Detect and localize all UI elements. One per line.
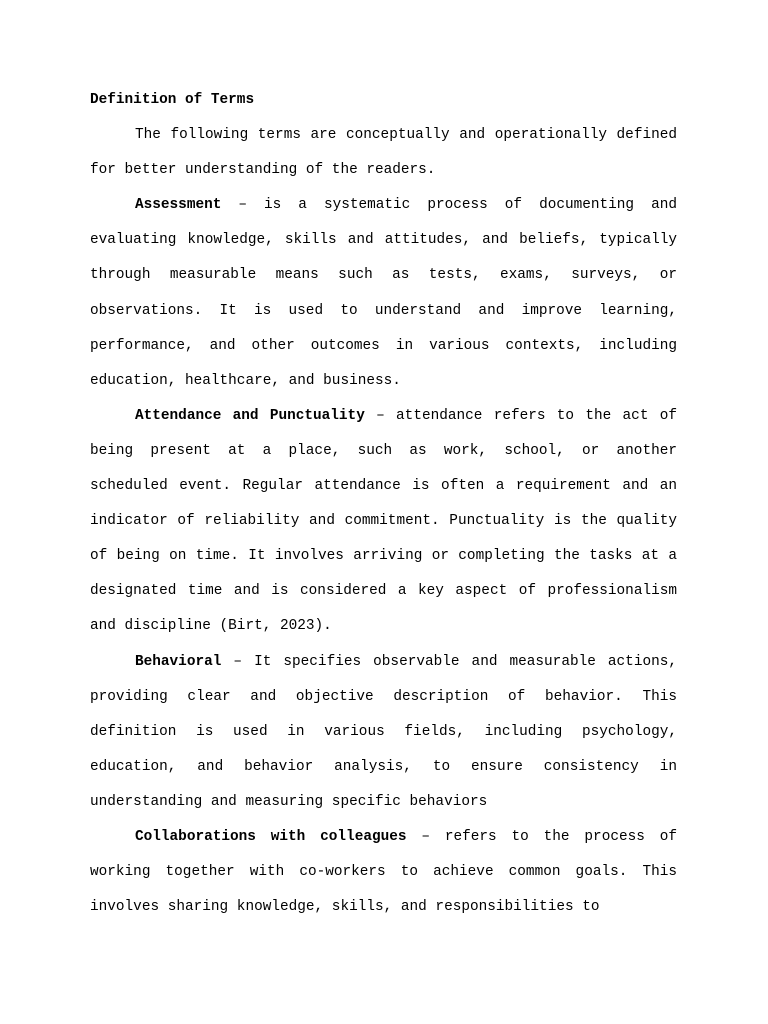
term-definition: – attendance refers to the act of being present at a place, such as work, school, or another scheduled event. Regular attendance is often a requirement and an indicator of reliability and commitment. Punctuality is the quality of being on time. It involves arriving or completing the tasks at a designated time and is considered a key aspect of professionalism and discipline (Birt, 2023).	[90, 407, 678, 635]
term-label: Attendance and Punctuality	[135, 407, 365, 424]
intro-paragraph: The following terms are conceptually and operationally defined for better understanding of the readers.	[90, 127, 677, 179]
term-definition: – refers to the process of working together with co-workers to achieve common goals. This involves sharing knowledge, skills, and responsibilities to	[90, 828, 677, 916]
term-paragraph-assessment	[90, 188, 677, 399]
term-paragraph-behavioral	[90, 645, 677, 820]
term-definition: – It specifies observable and measurable actions, providing clear and objective description of behavior. This definition is used in various fields, including psychology, education, and behavior analysis, to ensure consistency in understanding and measuring specific behaviors	[90, 653, 677, 810]
term-label: Collaborations with colleagues	[135, 828, 407, 845]
term-label: Assessment	[135, 197, 222, 214]
term-label: Behavioral	[135, 653, 222, 670]
term-definition: – is a systematic process of documenting and evaluating knowledge, skills and attitudes, and beliefs, typically through measurable means such as tests, exams, surveys, or observations. It is used to understand and improve learning, performance, and other outcomes in various contexts, including education, healthcare, and business.	[90, 197, 677, 389]
section-heading: Definition of Terms	[90, 92, 255, 108]
document-page	[90, 83, 677, 925]
term-paragraph-collaborations	[90, 820, 677, 925]
term-paragraph-attendance	[90, 399, 677, 645]
